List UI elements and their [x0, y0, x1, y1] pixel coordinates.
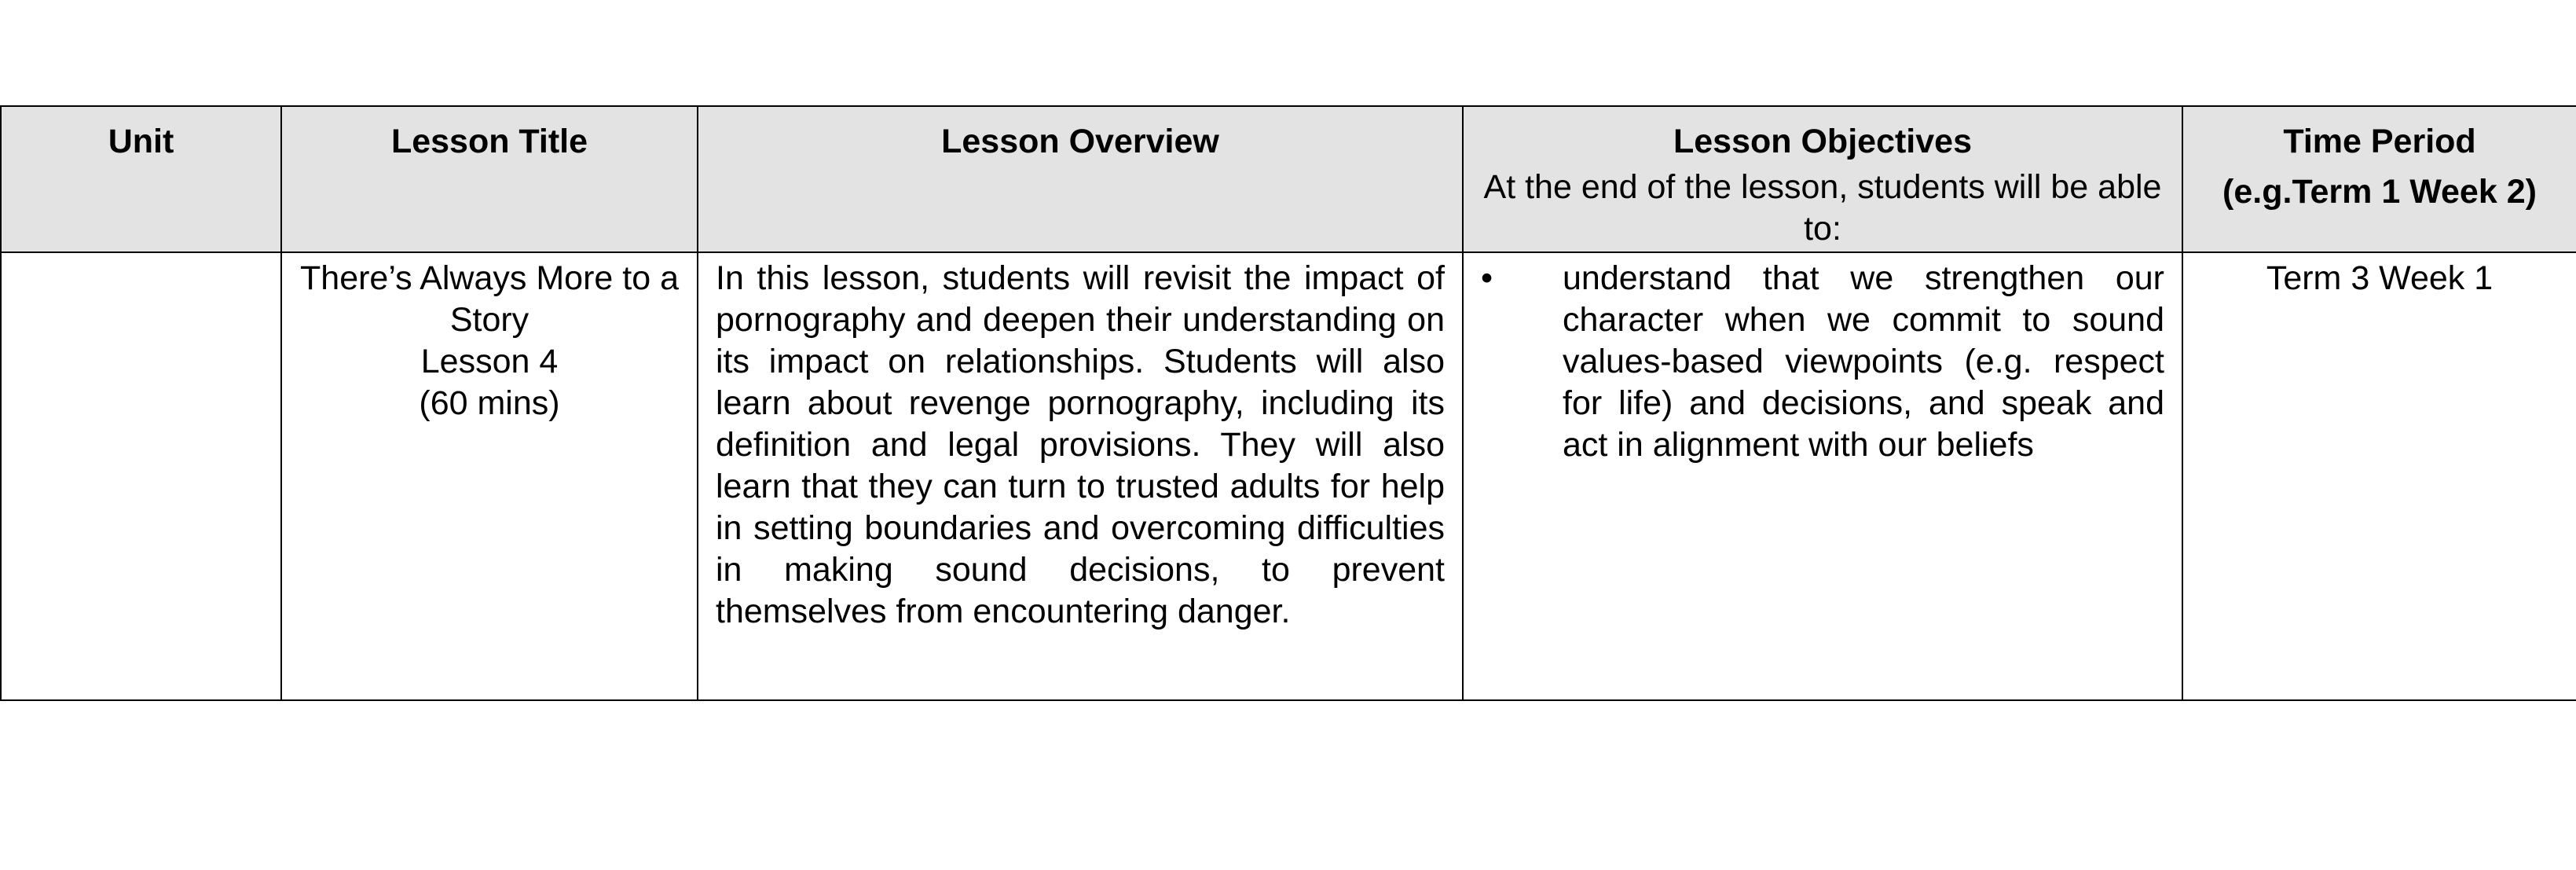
- cell-lesson-title: [281, 252, 698, 700]
- list-item: [1481, 258, 2164, 466]
- header-time-period: Time Period (e.g.Term 1 Week 2): [2182, 106, 2576, 252]
- header-lesson-objectives: Lesson Objectives At the end of the lesson, students will be able to:: [1463, 106, 2182, 252]
- cell-time-period: [2182, 252, 2576, 700]
- lesson-title-text: There’s Always More to a Story: [300, 259, 679, 339]
- lesson-duration: (60 mins): [419, 384, 560, 422]
- objectives-list: [1481, 258, 2164, 466]
- table-header-row: [1, 106, 2576, 252]
- lesson-plan-table: [0, 105, 2576, 701]
- cell-unit: [1, 252, 281, 700]
- header-lesson-title: Lesson Title: [281, 106, 698, 252]
- header-lesson-objectives-subtitle: At the end of the lesson, students will be able to:: [1483, 168, 2162, 248]
- header-lesson-overview: Lesson Overview: [698, 106, 1463, 252]
- bullet-icon: •: [1481, 259, 1493, 297]
- lesson-overview-text: In this lesson, students will revisit the impact of pornography and deepen their understanding on its impact on relationships. Students will also learn about revenge pornography, including its definition and legal provisions. They will also learn that they can turn to trusted adults for help in setting boundaries and overcoming difficulties in making sound decisions, to prevent themselves from encountering danger.: [716, 259, 1445, 630]
- time-period-value: Term 3 Week 1: [2266, 259, 2494, 297]
- table-row: [1, 252, 2576, 700]
- cell-lesson-overview: [698, 252, 1463, 700]
- lesson-number: Lesson 4: [420, 343, 559, 380]
- cell-lesson-objectives: [1463, 252, 2182, 700]
- objective-text: understand that we strengthen our character when we commit to sound values-based viewpoints (e.g. respect for life) and decisions, and speak and act in alignment with our beliefs: [1563, 259, 2164, 464]
- header-unit: Unit: [1, 106, 281, 252]
- header-time-period-example: (e.g.Term 1 Week 2): [2222, 173, 2537, 211]
